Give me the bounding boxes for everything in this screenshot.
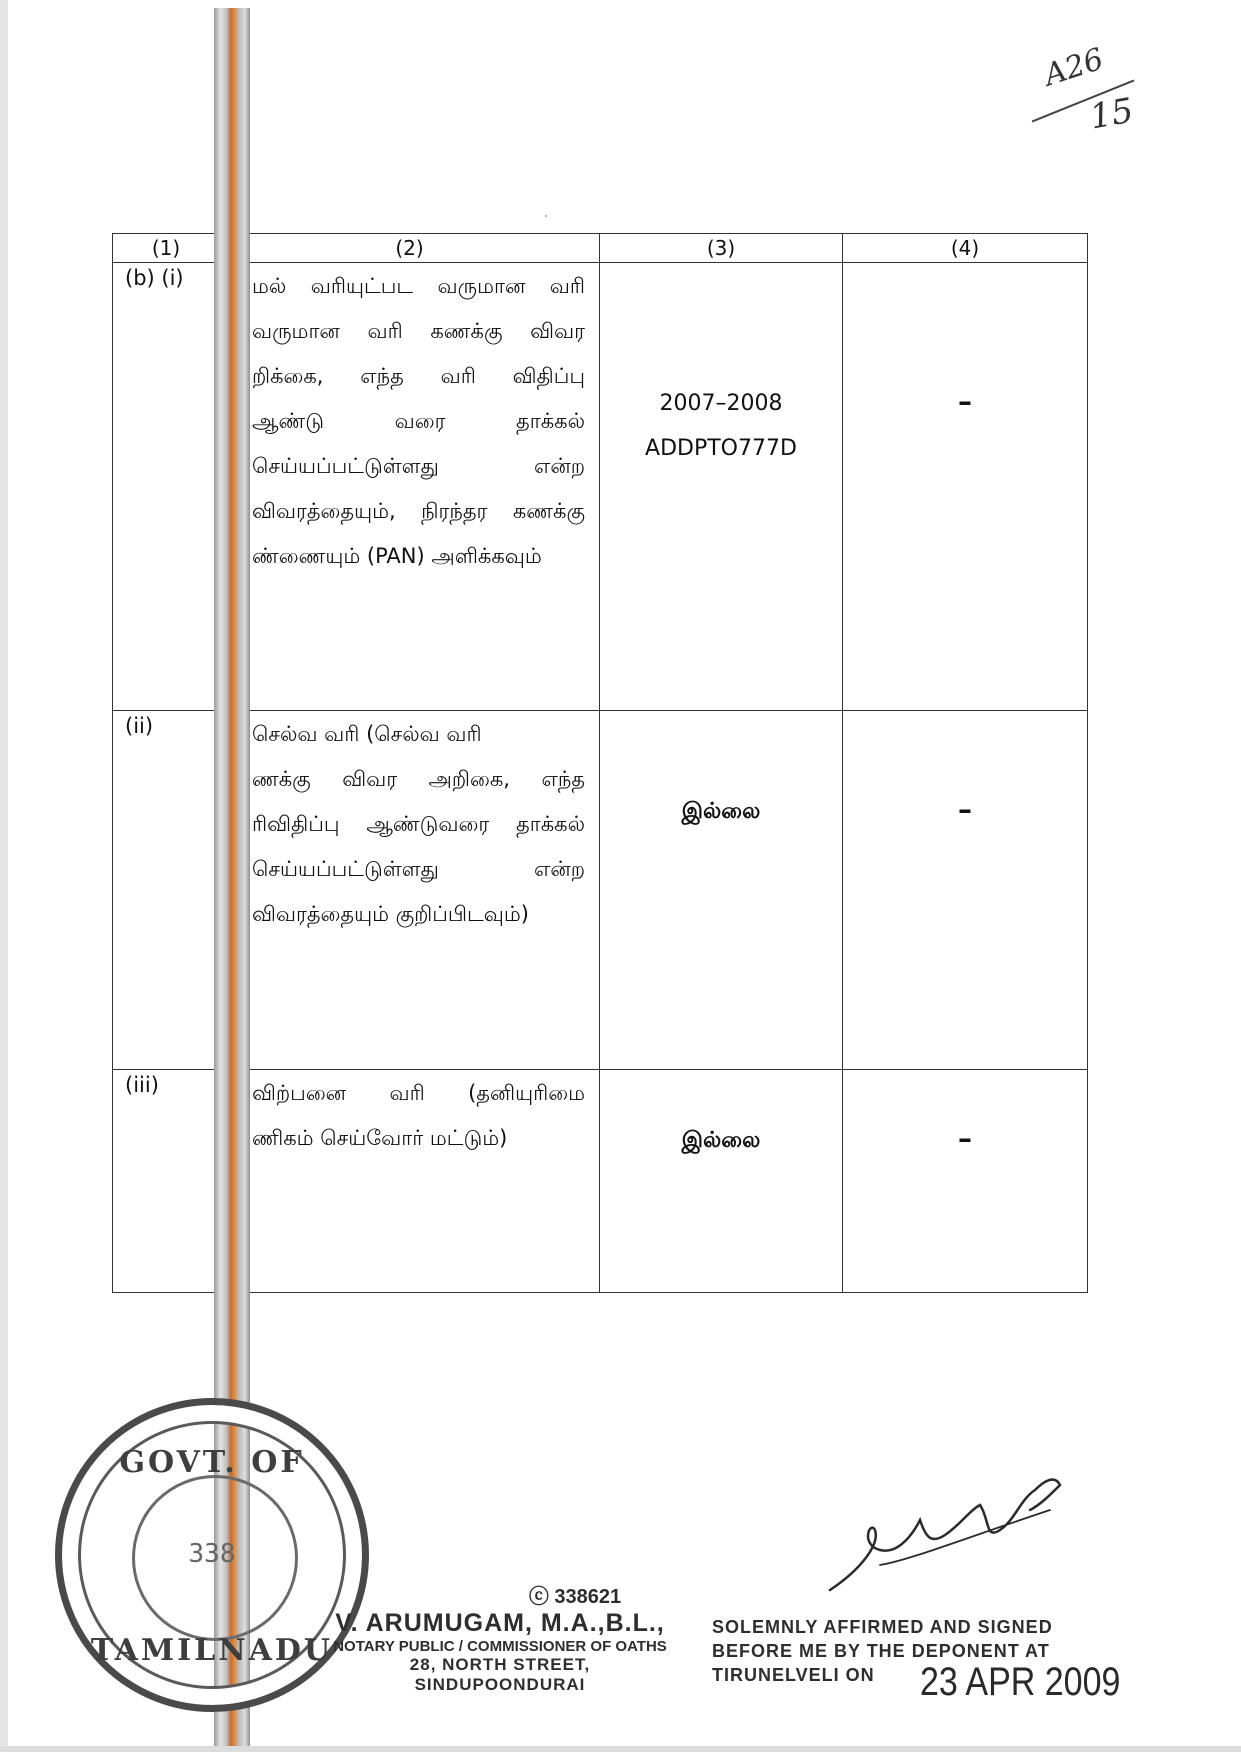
notary-reg-number: ⓒ 338621: [528, 1586, 622, 1608]
table-header-row: [113, 234, 1088, 263]
remark-dash: –: [958, 1121, 972, 1155]
row-value: [600, 1069, 843, 1293]
notary-address-1: 28, NORTH STREET,: [409, 1655, 591, 1674]
page-bottom-edge: [0, 1746, 1241, 1752]
column-header-4: (4): [843, 234, 1088, 263]
description-line: றிக்கை, எந்த வரி விதிப்பு: [252, 364, 585, 389]
seal-number: 338: [188, 1539, 236, 1569]
notary-stamp: [300, 1580, 700, 1695]
description-line: ணக்கு விவர அறிகை, எந்த: [252, 767, 585, 792]
table-row: [113, 1069, 1088, 1293]
affirmation-line-1: SOLEMNLY AFFIRMED AND SIGNED: [712, 1617, 1053, 1637]
row-value: [600, 711, 843, 1069]
date-stamp: 23 APR 2009: [920, 1660, 1121, 1704]
row-description: [220, 263, 600, 711]
description-line: ணிகம் செய்வோர் மட்டும்): [252, 1125, 508, 1150]
value-text: இல்லை: [681, 1127, 761, 1153]
description-line: செய்யப்பட்டுள்ளது என்ற: [252, 454, 585, 479]
affirmation-line-3: TIRUNELVELI ON: [712, 1665, 875, 1685]
pan-number: ADDPTO777D: [645, 436, 797, 462]
description-line: செல்வ வரி (செல்வ வரி: [252, 722, 482, 747]
description-line: ரிவிதிப்பு ஆண்டுவரை தாக்கல்: [252, 812, 585, 837]
notary-name: V. ARUMUGAM, M.A.,B.L.,: [335, 1609, 665, 1637]
speck: [545, 215, 547, 217]
description-line: செய்யப்பட்டுள்ளது என்ற: [252, 857, 585, 882]
row-description: [220, 1069, 600, 1293]
description-line: மல் வரியுட்பட வருமான வரி: [252, 274, 585, 299]
description-line: ஆண்டு வரை தாக்கல்: [252, 409, 585, 434]
description-line: விவரத்தையும், நிரந்தர கணக்கு: [252, 499, 585, 524]
signature: [820, 1450, 1080, 1600]
table-row: [113, 711, 1088, 1069]
handwritten-page-number: [1020, 41, 1170, 150]
description-line: வருமான வரி கணக்கு விவர: [252, 319, 585, 344]
affirmation-line-2: BEFORE ME BY THE DEPONENT AT: [712, 1641, 1050, 1661]
row-label: (b) (i): [113, 263, 220, 711]
table-row: [113, 263, 1088, 711]
remark-dash: –: [958, 385, 972, 419]
row-remark: [843, 1069, 1088, 1293]
corner-note-top: A26: [1040, 41, 1108, 94]
notary-title: NOTARY PUBLIC / COMMISSIONER OF OATHS: [333, 1638, 667, 1655]
assessment-year: 2007–2008: [659, 391, 783, 417]
column-header-1: (1): [113, 234, 220, 263]
corner-note-bottom: 15: [1086, 90, 1137, 138]
affidavit-table: [112, 233, 1088, 1293]
notary-address-2: SINDUPOONDURAI: [414, 1675, 586, 1694]
row-remark: [843, 711, 1088, 1069]
description-line: ண்ணையும் (PAN) அளிக்கவும்: [252, 544, 542, 569]
row-remark: [843, 263, 1088, 711]
row-label: (iii): [113, 1069, 220, 1293]
seal-text-bottom: TAMILNADU: [90, 1633, 334, 1668]
column-header-3: (3): [600, 234, 843, 263]
row-value: [600, 263, 843, 711]
row-label: (ii): [113, 711, 220, 1069]
row-description: [220, 711, 600, 1069]
description-line: விற்பனை வரி (தனியுரிமை: [252, 1080, 585, 1105]
value-text: இல்லை: [681, 799, 761, 825]
seal-text-top: GOVT. OF: [119, 1445, 305, 1480]
description-line: விவரத்தையும் குறிப்பிடவும்): [252, 902, 529, 927]
column-header-2: (2): [220, 234, 600, 263]
remark-dash: –: [958, 793, 972, 827]
page-edge: [0, 0, 8, 1752]
